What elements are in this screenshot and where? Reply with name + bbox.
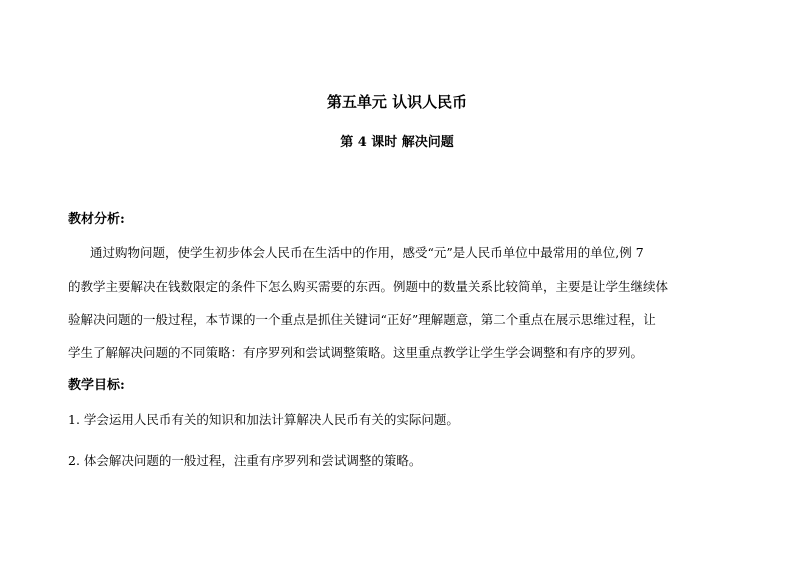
lesson-subtitle: 第 4 课时 解决问题 [340, 135, 454, 150]
section-heading-analysis: 教材分析: [68, 212, 125, 227]
objective-item: 2. 体会解决问题的一般过程，注重有序罗列和尝试调整的策略。 [68, 453, 422, 468]
analysis-paragraph-line: 学生了解解决问题的不同策略：有序罗列和尝试调整策略。这里重点教学让学生学会调整和有序的罗列。 [68, 345, 644, 360]
analysis-paragraph-line: 通过购物问题，使学生初步体会人民币在生活中的作用，感受“元”是人民币单位中最常用的单位,例 7 [90, 245, 644, 260]
analysis-paragraph-line: 验解决问题的一般过程，本节课的一个重点是抓住关键词“正好”理解题意，第二个重点在展示思维过程，让 [68, 312, 656, 327]
objective-item: 1. 学会运用人民币有关的知识和加法计算解决人民币有关的实际问题。 [68, 412, 459, 427]
analysis-paragraph-line: 的教学主要解决在钱数限定的条件下怎么购买需要的东西。例题中的数量关系比较简单，主要是让学生继续体 [68, 279, 669, 294]
section-heading-objectives: 教学目标: [68, 378, 125, 393]
page-title: 第五单元 认识人民币 [326, 93, 468, 111]
